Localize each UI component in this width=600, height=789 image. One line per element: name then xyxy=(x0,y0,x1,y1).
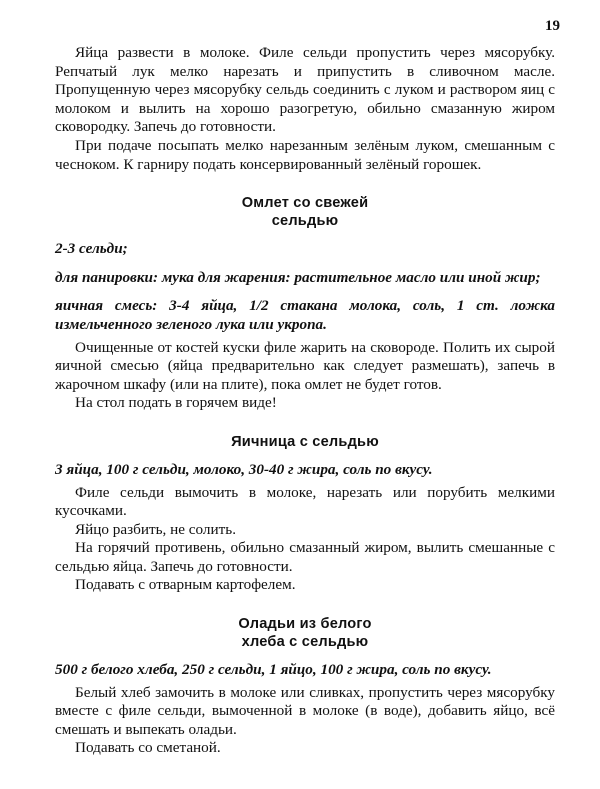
ingredients-egg-mixture: яичная смесь: 3-4 яйца, 1/2 стакана молока, соль, 1 ст. ложка измельченного зеленого лука или укропа. xyxy=(55,297,555,333)
ingredients-list: 500 г белого хлеба, 250 г сельди, 1 яйцо, 100 г жира, соль по вкусу. xyxy=(55,661,492,679)
ingredients-herring: 2-3 сельди; xyxy=(55,240,128,258)
recipe-title-line: Яичница с сельдью xyxy=(231,433,379,450)
ingredients-list: 3 яйца, 100 г сельди, молоко, 30-40 г жира, соль по вкусу. xyxy=(55,460,433,478)
recipe-title-fried-eggs xyxy=(55,433,555,451)
instruction-paragraph: Филе сельди вымочить в молоке, нарезать или порубить мелкими кусочками. xyxy=(55,483,555,520)
instruction-paragraph: Очищенные от костей куски филе жарить на сковороде. Полить их сырой яичной смесью (яйца предварительно как следует размешать), запечь в жарочном шкафу (или на плите), пока омлет не будет готов. xyxy=(55,338,555,393)
recipe-title-omelet xyxy=(55,194,555,230)
page-number: 19 xyxy=(545,18,560,34)
instruction-paragraph: Белый хлеб замочить в молоке или сливках, пропустить через мясорубку вместе с филе сельди, вымоченной в молоке (в воде), добавить яйцо, всё смешать и выпекать оладьи. xyxy=(55,683,555,738)
ingredients-breading: для панировки: мука для жарения: растительное масло или иной жир; xyxy=(55,268,541,286)
instruction-paragraph: Подавать со сметаной. xyxy=(75,739,221,757)
intro-paragraph-2: При подаче посыпать мелко нарезанным зелёным луком, смешанным с чесноком. К гарниру подать консервированный зелёный горошек. xyxy=(55,136,555,173)
instruction-paragraph: Подавать с отварным картофелем. xyxy=(75,576,296,594)
recipe-title-line: хлеба с сельдью xyxy=(241,634,369,651)
page-content xyxy=(55,44,555,758)
recipe-title-line: Оладьи из белого xyxy=(238,616,372,633)
recipe-title-fritters xyxy=(55,615,555,651)
recipe-title-line: сельдью xyxy=(271,213,339,230)
instruction-paragraph: Яйцо разбить, не солить. xyxy=(75,520,236,538)
instruction-paragraph: На стол подать в горячем виде! xyxy=(75,394,277,412)
instruction-paragraph: На горячий противень, обильно смазанный жиром, вылить смешанные с сельдью яйца. Запечь до готовности. xyxy=(55,539,555,575)
recipe-title-line: Омлет со свежей xyxy=(241,195,369,212)
intro-paragraph-1: Яйца развести в молоке. Филе сельди пропустить через мясорубку. Репчатый лук мелко нарезать и припустить в сливочном масле. Пропущенную через мясорубку сельдь соединить с луком и раствором яиц с молоком и вылить на хорошо разогретую, обильно смазанную жиром сковородку. Запечь до готовности. xyxy=(55,44,555,136)
